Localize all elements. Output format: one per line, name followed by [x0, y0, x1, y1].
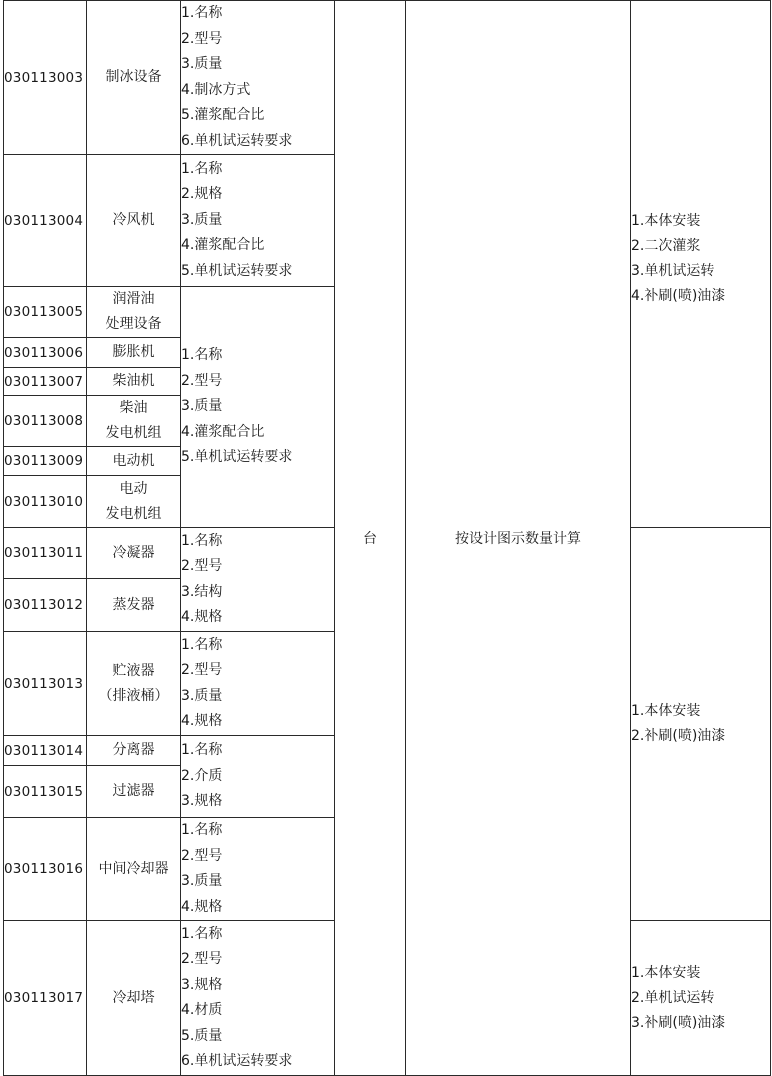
item-name: 电动机 — [87, 447, 181, 476]
item-code: 030113017 — [4, 921, 87, 1076]
item-name: 膨胀机 — [87, 338, 181, 368]
item-code: 030113005 — [4, 287, 87, 338]
item-features: 1.名称 2.型号 3.质量 4.规格 — [181, 818, 335, 921]
item-name: 制冰设备 — [87, 1, 181, 155]
item-code: 030113011 — [4, 528, 87, 579]
item-features: 1.名称 2.型号 3.规格 4.材质 5.质量 6.单机试运转要求 — [181, 921, 335, 1076]
item-name: 柴油机 — [87, 368, 181, 396]
item-name: 柴油 发电机组 — [87, 396, 181, 447]
item-code: 030113003 — [4, 1, 87, 155]
item-code: 030113010 — [4, 476, 87, 528]
item-code: 030113013 — [4, 632, 87, 736]
item-name: 蒸发器 — [87, 579, 181, 632]
item-name: 冷却塔 — [87, 921, 181, 1076]
item-features: 1.名称 2.型号 3.质量 4.规格 — [181, 632, 335, 736]
item-code: 030113015 — [4, 766, 87, 818]
item-features: 1.名称 2.介质 3.规格 — [181, 736, 335, 818]
work-content: 1.本体安装 2.补刷(喷)油漆 — [631, 528, 771, 921]
item-name: 过滤器 — [87, 766, 181, 818]
item-code: 030113009 — [4, 447, 87, 476]
item-name: 分离器 — [87, 736, 181, 766]
unit-of-measure: 台 — [335, 1, 406, 1076]
item-name: 冷风机 — [87, 155, 181, 287]
item-code: 030113007 — [4, 368, 87, 396]
work-content: 1.本体安装 2.二次灌浆 3.单机试运转 4.补刷(喷)油漆 — [631, 1, 771, 528]
item-name: 电动 发电机组 — [87, 476, 181, 528]
item-features: 1.名称 2.规格 3.质量 4.灌浆配合比 5.单机试运转要求 — [181, 155, 335, 287]
item-name: 冷凝器 — [87, 528, 181, 579]
item-name: 中间冷却器 — [87, 818, 181, 921]
item-code: 030113008 — [4, 396, 87, 447]
item-features: 1.名称 2.型号 3.质量 4.制冰方式 5.灌浆配合比 6.单机试运转要求 — [181, 1, 335, 155]
item-code: 030113016 — [4, 818, 87, 921]
item-code: 030113006 — [4, 338, 87, 368]
table-row — [4, 1, 771, 155]
quantity-calculation-rule: 按设计图示数量计算 — [406, 1, 631, 1076]
item-features: 1.名称 2.型号 3.结构 4.规格 — [181, 528, 335, 632]
item-name: 润滑油 处理设备 — [87, 287, 181, 338]
bill-of-quantities-table — [3, 0, 771, 1076]
item-features: 1.名称 2.型号 3.质量 4.灌浆配合比 5.单机试运转要求 — [181, 287, 335, 528]
work-content: 1.本体安装 2.单机试运转 3.补刷(喷)油漆 — [631, 921, 771, 1076]
item-code: 030113014 — [4, 736, 87, 766]
item-name: 贮液器 （排液桶） — [87, 632, 181, 736]
item-code: 030113004 — [4, 155, 87, 287]
item-code: 030113012 — [4, 579, 87, 632]
